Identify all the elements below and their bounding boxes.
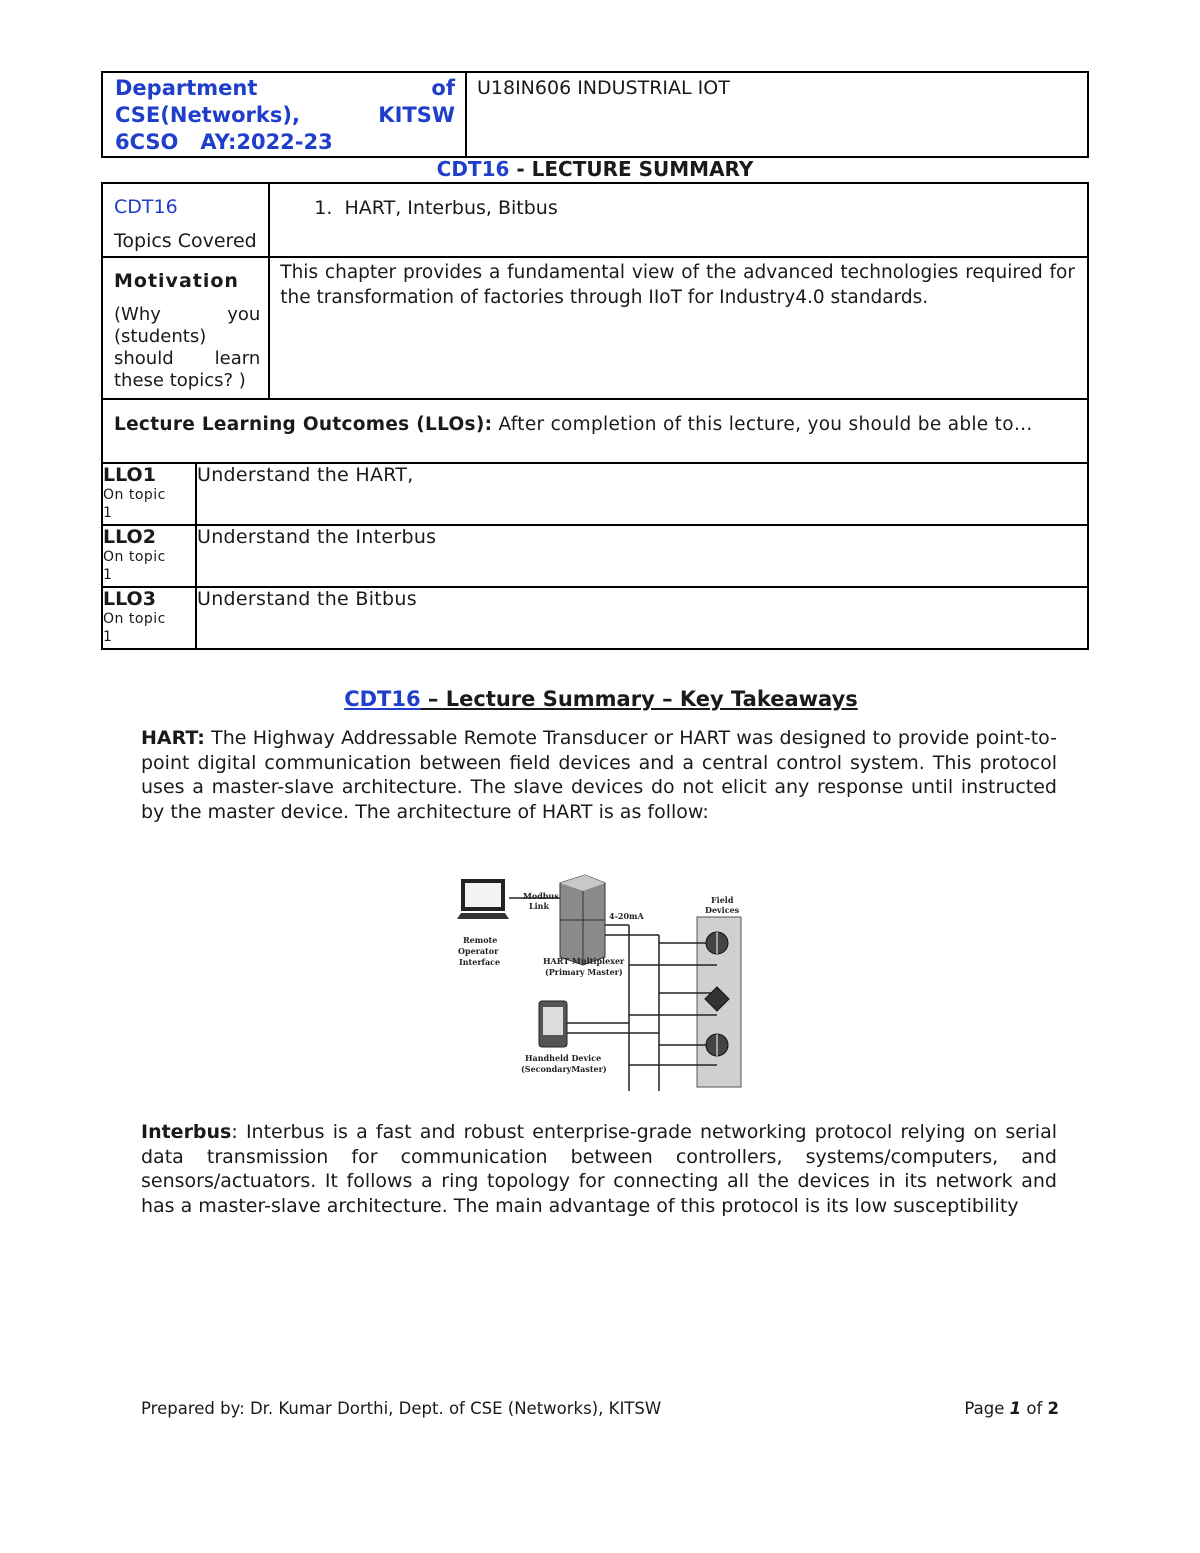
computer-icon: [457, 879, 509, 919]
llo-intro-bold: Lecture Learning Outcomes (LLOs):: [114, 414, 493, 435]
handheld-label: Handheld Device: [525, 1053, 602, 1063]
page-number: 1: [1009, 1399, 1022, 1418]
dept-word: Department: [115, 76, 258, 100]
handheld-device-icon: [539, 1001, 567, 1047]
motivation-text-cell: [269, 257, 1088, 399]
interbus-label: Interbus: [141, 1121, 232, 1143]
hart-paragraph: [141, 726, 1057, 824]
llo-on-topic: On topic: [103, 487, 166, 503]
interbus-paragraph: [141, 1120, 1057, 1218]
key-takeaways-text: – Lecture Summary – Key Takeaways: [420, 687, 858, 711]
key-takeaways-title: [101, 687, 1101, 711]
llo-topic-number: 1: [103, 629, 113, 645]
devices-label: Devices: [705, 905, 740, 915]
page-total: 2: [1047, 1399, 1059, 1418]
secondary-master-label: (SecondaryMaster): [521, 1064, 607, 1074]
llo-on-topic: On topic: [103, 611, 166, 627]
motivation-text: This chapter provides a fundamental view of the advanced technologies required for the transformation of factories through IIoT for Industry4.0 standards.: [280, 262, 1075, 308]
llo-intro-cell: [102, 399, 1088, 463]
operator-label: Operator: [458, 946, 499, 956]
llo-id-cell: [102, 587, 196, 649]
field-label: Field: [711, 895, 734, 905]
dept-line-3: 6CSO AY:2022-23: [115, 130, 333, 154]
llo-topic-number: 1: [103, 505, 113, 521]
llo-on-topic: On topic: [103, 549, 166, 565]
remote-label: Remote: [463, 935, 498, 945]
topics-list-cell: [269, 183, 1088, 257]
key-takeaways-code: CDT16: [344, 687, 421, 711]
page-indicator: [964, 1399, 1059, 1418]
topics-code: CDT16: [114, 196, 178, 218]
department-cell: [102, 72, 466, 157]
topic-text: HART, Interbus, Bitbus: [344, 197, 558, 219]
header-table: [101, 71, 1089, 158]
topic-item: [270, 184, 1087, 219]
current-label: 4-20mA: [609, 911, 644, 921]
heading-code: CDT16: [436, 157, 510, 181]
llo-id: LLO3: [103, 588, 156, 610]
dept-word: KITSW: [378, 103, 455, 127]
dept-word: of: [431, 76, 455, 100]
prepared-by: Prepared by: Dr. Kumar Dorthi, Dept. of CSE (Networks), KITSW: [141, 1399, 662, 1418]
primary-master-label: (Primary Master): [545, 967, 623, 977]
llo-text: Understand the HART,: [196, 463, 1088, 525]
llo-id-cell: [102, 525, 196, 587]
hart-label: HART:: [141, 727, 205, 749]
server-icon: [560, 875, 605, 965]
link-label: Link: [529, 901, 550, 911]
llo-intro-text: After completion of this lecture, you should be able to…: [492, 414, 1033, 435]
llo-id-cell: [102, 463, 196, 525]
interface-label: Interface: [459, 957, 501, 967]
topic-number: 1.: [314, 197, 333, 219]
heading-text: - LECTURE SUMMARY: [509, 157, 754, 181]
llo-id: LLO2: [103, 526, 156, 548]
dept-word: CSE(Networks),: [115, 103, 300, 127]
of-word: of: [1021, 1399, 1048, 1418]
interbus-text: : Interbus is a fast and robust enterprise-grade networking protocol relying on serial data transmission for communication between controllers, systems/computers, and sensors/actuators. It follows a ring topology for connecting all the devices in its network and has a master-slave architecture. The main advantage of this protocol is its low susceptibility: [141, 1121, 1057, 1217]
llo-text: Understand the Interbus: [196, 525, 1088, 587]
field-device-gauge-icon: [706, 932, 728, 954]
course-cell: U18IN606 INDUSTRIAL IOT: [466, 72, 1088, 157]
hart-text: The Highway Addressable Remote Transducer or HART was designed to provide point-to-point digital communication between field devices and a central control system. This protocol uses a master-slave architecture. The slave devices do not elicit any response until instructed by the master device. The architecture of HART is as follow:: [141, 727, 1057, 823]
dept-line-2: [115, 102, 455, 129]
llo-id: LLO1: [103, 464, 156, 486]
footer: [141, 1399, 1059, 1418]
llo-text: Understand the Bitbus: [196, 587, 1088, 649]
modbus-label: Modbus: [523, 891, 559, 901]
motivation-cell: [102, 257, 269, 399]
mux-label: HART Multiplexer: [543, 956, 625, 966]
summary-table: [101, 182, 1089, 650]
hart-architecture-diagram: [455, 873, 743, 1093]
page-word: Page: [964, 1399, 1010, 1418]
llo-intro: [103, 400, 1087, 437]
field-device-gauge-icon: [706, 1034, 728, 1056]
lecture-summary-heading: [101, 156, 1089, 182]
motivation-subtext: (Why you (students) should learn these topics? ): [114, 304, 261, 391]
dept-line-1: [115, 75, 455, 102]
motivation-heading: Motivation: [114, 270, 239, 292]
topics-label: Topics Covered: [114, 230, 257, 252]
llo-topic-number: 1: [103, 567, 113, 583]
topics-cell: [102, 183, 269, 257]
